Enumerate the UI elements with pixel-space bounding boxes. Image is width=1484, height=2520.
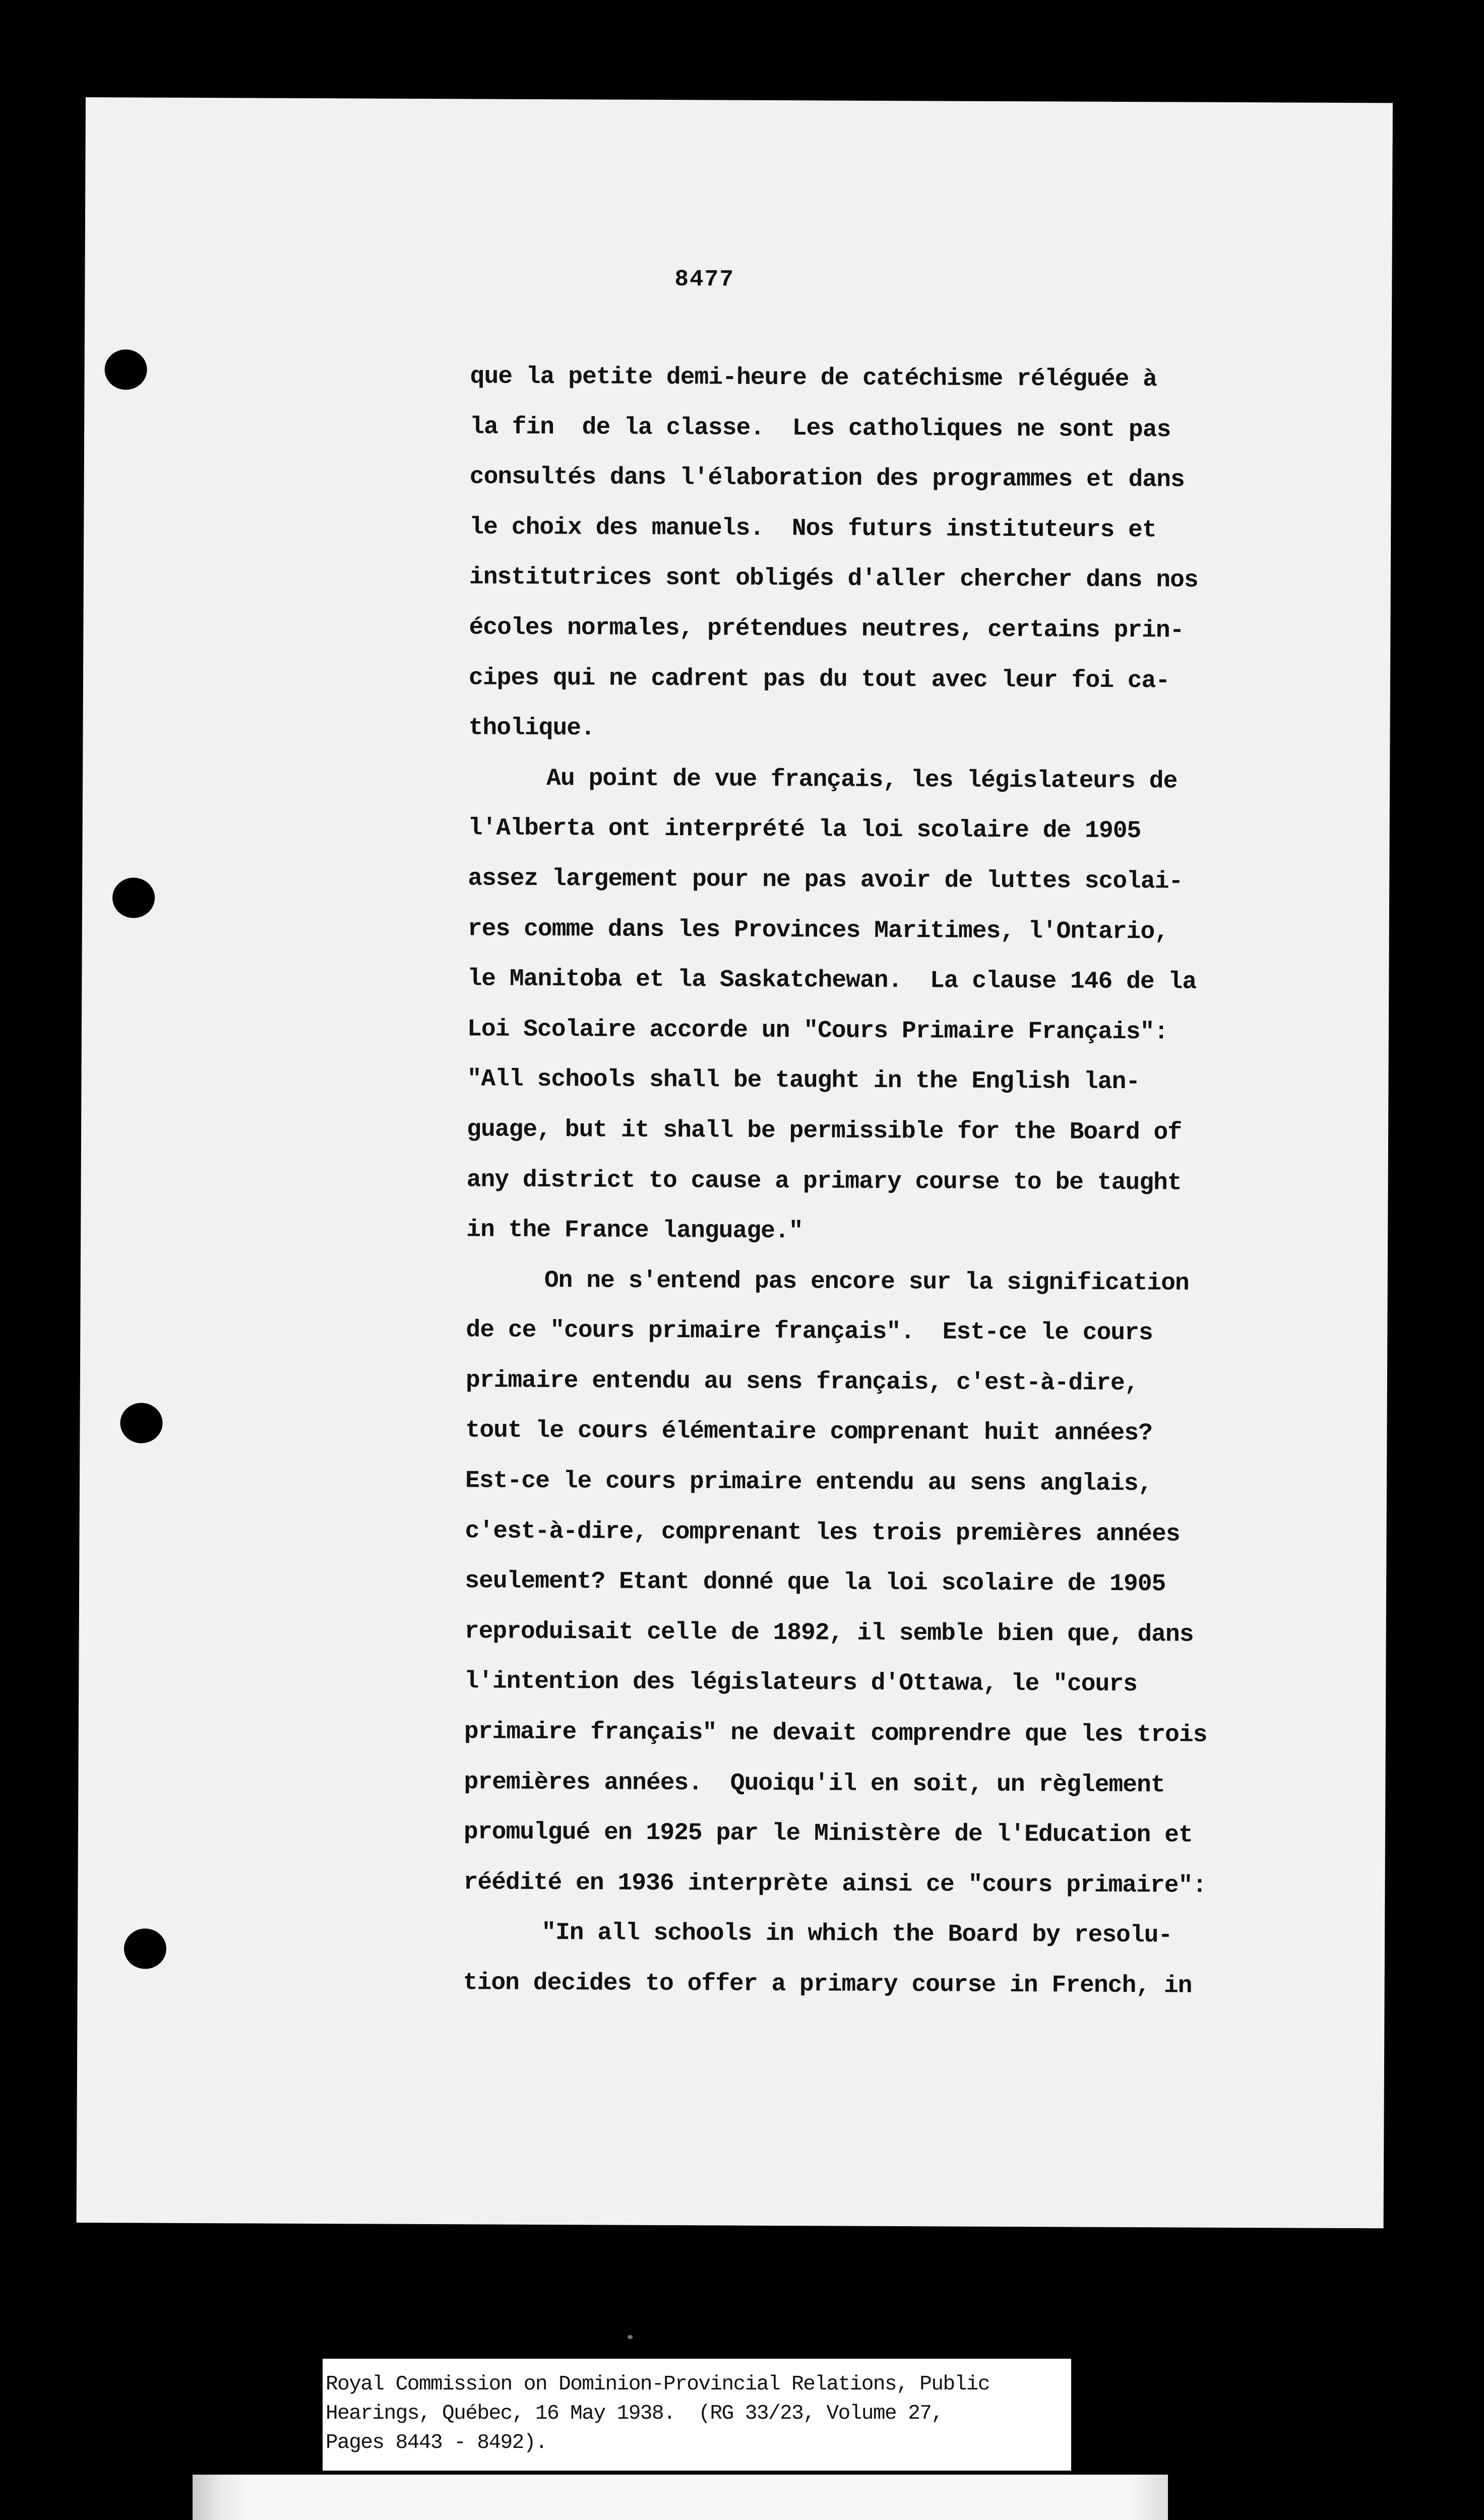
text-line: que la petite demi-heure de catéchisme réléguée à: [470, 363, 1157, 394]
punch-hole-2: [112, 877, 155, 918]
text-line: l'intention des législateurs d'Ottawa, le "cours: [464, 1668, 1138, 1698]
text-line: primaire français" ne devait comprendre que les trois: [464, 1718, 1207, 1749]
text-line: tholique.: [468, 714, 595, 742]
text-line: On ne s'entend pas encore sur la signification: [544, 1267, 1189, 1297]
text-line: assez largement pour ne pas avoir de luttes scolai-: [468, 865, 1183, 896]
text-line: "In all schools in which the Board by resolu-: [541, 1919, 1172, 1949]
text-line: Au point de vue français, les législateurs de: [546, 765, 1178, 795]
document-page: [77, 97, 1393, 2228]
citation-label: [323, 2359, 1071, 2471]
text-line: la fin de la classe. Les catholiques ne sont pas: [470, 413, 1171, 444]
text-line: Est-ce le cours primaire entendu au sens anglais,: [465, 1467, 1152, 1498]
text-line: le choix des manuels. Nos futurs instituteurs et: [469, 514, 1156, 544]
text-line: de ce "cours primaire français". Est-ce le cours: [466, 1316, 1153, 1347]
text-line: consultés dans l'élaboration des programmes et dans: [469, 463, 1185, 494]
text-line: promulgué en 1925 par le Ministère de l'Education et: [463, 1818, 1193, 1849]
text-line: guage, but it shall be permissible for the Board of: [466, 1116, 1182, 1147]
text-line: tout le cours élémentaire comprenant huit années?: [465, 1417, 1153, 1447]
citation-line: Royal Commission on Dominion-Provincial Relations, Public: [326, 2373, 990, 2396]
text-line: écoles normales, prétendues neutres, certains prin-: [469, 614, 1184, 645]
citation-line: Hearings, Québec, 16 May 1938. (RG 33/23, Volume 27,: [326, 2402, 943, 2425]
text-line: le Manitoba et la Saskatchewan. La clause 146 de la: [467, 965, 1197, 996]
archives-stamp: [193, 2475, 1168, 2520]
text-line: premières années. Quoiqu'il en soit, un règlement: [464, 1768, 1165, 1799]
text-line: reproduisait celle de 1892, il semble bien que, dans: [464, 1618, 1194, 1649]
text-line: réédité en 1936 interprète ainsi ce "cours primaire":: [463, 1869, 1207, 1900]
text-line: any district to cause a primary course to be taught: [466, 1166, 1182, 1197]
text-line: primaire entendu au sens français, c'est-à-dire,: [465, 1367, 1139, 1398]
text-line: Loi Scolaire accorde un "Cours Primaire Français":: [467, 1016, 1168, 1046]
text-line: in the France language.": [466, 1216, 803, 1245]
page-number: 8477: [674, 266, 734, 293]
punch-hole-1: [104, 349, 147, 390]
punch-hole-3: [120, 1403, 162, 1443]
text-line: l'Alberta ont interprété la loi scolaire de 1905: [468, 814, 1141, 845]
citation-line: Pages 8443 - 8492).: [326, 2431, 547, 2454]
text-line: tion decides to offer a primary course in French, in: [463, 1969, 1192, 2000]
dust-speck: [628, 2335, 633, 2339]
text-line: c'est-à-dire, comprenant les trois premières années: [465, 1517, 1180, 1548]
body-text: [463, 352, 1332, 2012]
text-line: cipes qui ne cadrent pas du tout avec leur foi ca-: [468, 664, 1170, 695]
text-line: res comme dans les Provinces Maritimes, l'Ontario,: [467, 915, 1169, 946]
punch-hole-4: [124, 1928, 166, 1969]
text-line: institutrices sont obligés d'aller chercher dans nos: [469, 563, 1198, 595]
text-line: "All schools shall be taught in the English lan-: [467, 1065, 1140, 1096]
text-line: seulement? Etant donné que la loi scolaire de 1905: [465, 1567, 1166, 1598]
